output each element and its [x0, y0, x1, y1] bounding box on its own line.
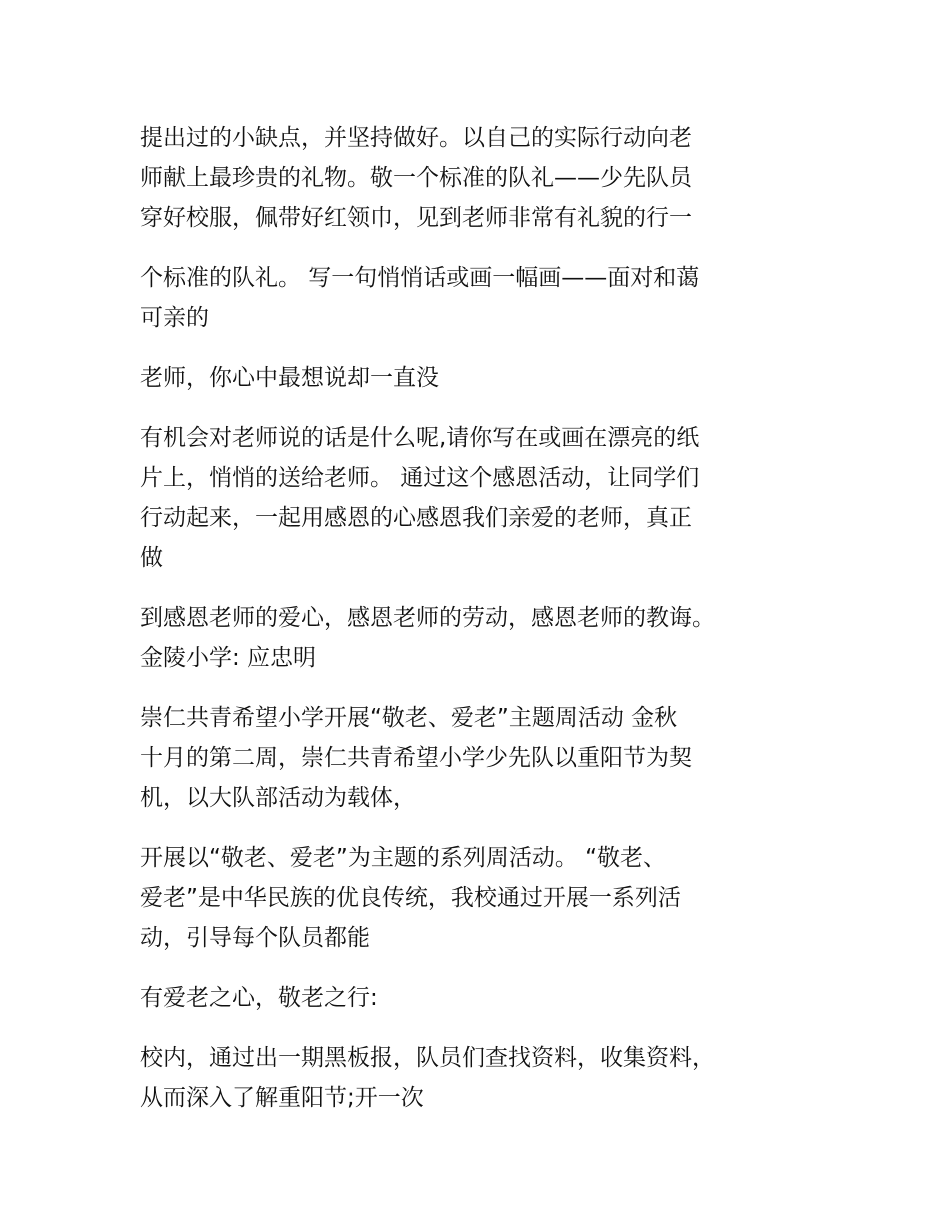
text-line: 十月的第二周，崇仁共青希望小学少先队以重阳节为契	[140, 745, 692, 771]
text-line: 师献上最珍贵的礼物。敬一个标准的队礼——少先队员	[140, 165, 692, 191]
text-line: 到感恩老师的爱心，感恩老师的劳动，感恩老师的教诲。	[140, 605, 715, 631]
text-line: 可亲的	[140, 305, 209, 331]
text-line: 穿好校服，佩带好红领巾，见到老师非常有礼貌的行一	[140, 205, 692, 231]
paragraph-3	[140, 358, 820, 398]
text-line: 提出过的小缺点，并坚持做好。以自己的实际行动向老	[140, 125, 692, 151]
text-line: 校内，通过出一期黑板报，队员们查找资料，收集资料，	[140, 1045, 715, 1071]
paragraph-9	[140, 1038, 820, 1118]
paragraph-5	[140, 598, 820, 678]
text-line: 从而深入了解重阳节;开一次	[140, 1085, 424, 1111]
paragraph-1	[140, 118, 820, 238]
text-line: 老师，你心中最想说却一直没	[140, 365, 439, 391]
text-line: 开展以“敬老、爱老”为主题的系列周活动。 “敬老、	[140, 845, 667, 871]
text-line: 个标准的队礼。 写一句悄悄话或画一幅画——面对和蔼	[140, 265, 700, 291]
paragraph-2	[140, 258, 820, 338]
paragraph-6	[140, 698, 820, 818]
text-line: 有机会对老师说的话是什么呢,请你写在或画在漂亮的纸	[140, 425, 700, 451]
text-line: 行动起来，一起用感恩的心感恩我们亲爱的老师，真正	[140, 505, 692, 531]
text-line: 崇仁共青希望小学开展“敬老、爱老”主题周活动 金秋	[140, 705, 678, 731]
paragraph-8	[140, 978, 820, 1018]
text-line: 爱老”是中华民族的优良传统，我校通过开展一系列活	[140, 885, 681, 911]
text-line: 机，以大队部活动为载体，	[140, 785, 416, 811]
paragraph-7	[140, 838, 820, 958]
text-line: 片上，悄悄的送给老师。 通过这个感恩活动，让同学们	[140, 465, 700, 491]
text-line: 动，引导每个队员都能	[140, 925, 370, 951]
paragraph-4	[140, 418, 820, 578]
text-line: 有爱老之心，敬老之行:	[140, 985, 378, 1011]
text-line: 做	[140, 545, 163, 571]
text-line: 金陵小学: 应忠明	[140, 645, 317, 671]
